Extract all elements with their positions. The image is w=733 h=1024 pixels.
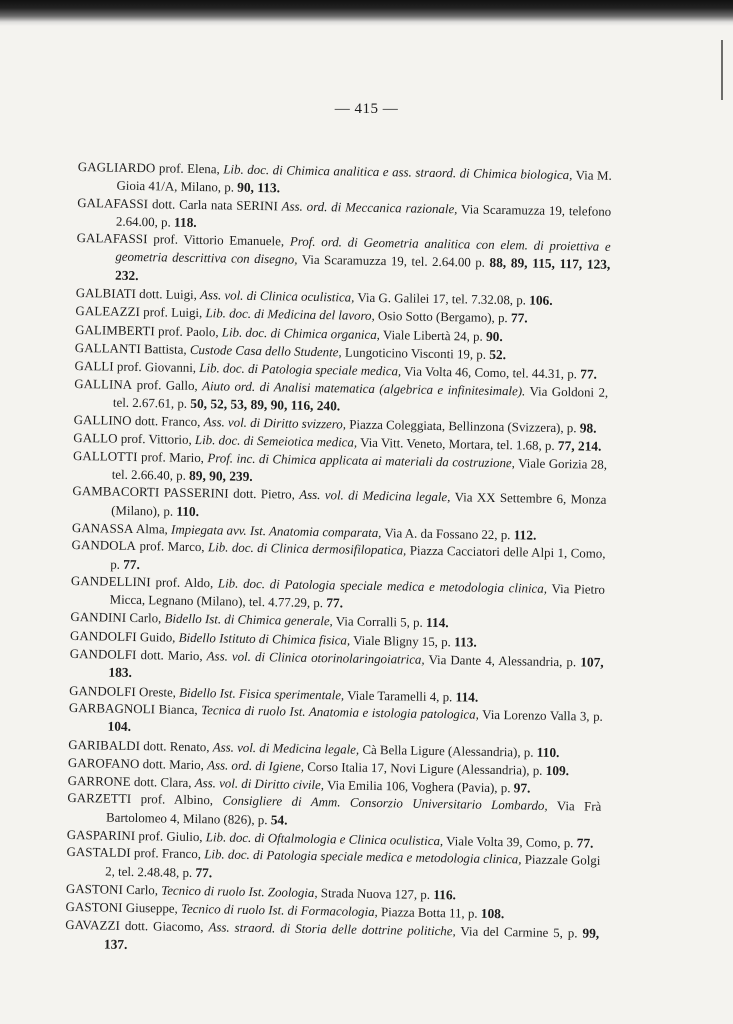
entry-given-name: prof. Aldo, xyxy=(155,575,214,591)
entry-role: Prof. inc. di Chimica applicata ai materiali da costruzione, xyxy=(207,450,516,471)
entry-role: Consigliere di Amm. Consorzio Universitario Lombardo, xyxy=(222,793,548,814)
entry-surname: GARBAGNOLI xyxy=(68,700,156,717)
entry-address: Lungoticino Visconti 19, p. xyxy=(344,345,487,362)
entry-role: Ass. ord. di Igiene, xyxy=(207,758,305,774)
entry-role: Bidello Istituto di Chimica fisica, xyxy=(178,630,351,648)
entry-given-name: prof. Gallo, xyxy=(136,377,198,393)
entry-surname: GASTONI xyxy=(65,881,124,897)
entry-surname: GANDINI xyxy=(70,610,127,626)
entry-address: Corso Italia 17, Novi Ligure (Alessandria), p. xyxy=(307,759,543,778)
entry-given-name: prof. Luigi, xyxy=(143,305,203,321)
entry-given-name: dott. Mario, xyxy=(140,648,203,664)
entry-given-name: prof. Franco, xyxy=(133,846,202,862)
entry-given-name: prof. Albino, xyxy=(140,792,214,808)
entry-pages: 113. xyxy=(453,634,477,650)
entry-address: Via Pietro Micca, Legnano (Milano), tel. 4.77.29, p. xyxy=(109,581,606,611)
entry-given-name: dott. Giacomo, xyxy=(124,919,204,935)
entry-role: Ass. vol. di Medicina legale, xyxy=(212,739,360,757)
entry-address: Via Corralli 5, p. xyxy=(335,614,423,631)
directory-entry xyxy=(65,916,600,961)
entry-surname: GALLINO xyxy=(73,413,132,429)
entry-role: Ass. vol. di Medicina legale, xyxy=(299,488,451,505)
entry-pages: 108. xyxy=(480,905,505,922)
entry-address: Osio Sotto (Bergamo), p. xyxy=(377,309,508,326)
entry-given-name: prof. Elena, xyxy=(158,161,220,177)
entry-address: Via Scaramuzza 19, telefono 2.64.00, p. xyxy=(115,201,612,230)
entry-role: Ass. straord. di Storia delle dottrine politiche, xyxy=(208,920,456,939)
entry-given-name: Guido, xyxy=(139,629,176,645)
entry-given-name: dott. Pietro, xyxy=(233,486,295,502)
entry-surname: GALAFASSI xyxy=(77,195,149,211)
entry-pages: 77. xyxy=(195,864,213,880)
entry-address: Viale Bligny 15, p. xyxy=(353,633,451,649)
entry-address: Piazzale Golgi 2, tel. 2.48.48, p. xyxy=(105,852,601,880)
entry-role: Lib. doc. di Patologia speciale medica e metodologia clinica, xyxy=(204,847,522,867)
entry-pages: 116. xyxy=(433,886,457,903)
entry-address: Via XX Settembre 6, Monza (Milano), p. xyxy=(111,490,607,519)
entry-role: Ass. vol. di Diritto civile, xyxy=(194,776,325,793)
entry-address: Viale Taramelli 4, p. xyxy=(347,688,453,704)
entry-surname: GALIMBERTI xyxy=(75,322,155,338)
entry-address: Piazza Botta 11, p. xyxy=(380,905,478,921)
entry-pages: 54. xyxy=(270,811,288,828)
entry-pages: 109. xyxy=(545,762,570,779)
entry-pages: 114. xyxy=(455,688,479,705)
entry-role: Lib. doc. di Medicina del lavoro, xyxy=(205,306,375,324)
entry-role: Lib. doc. di Patologia speciale medica, xyxy=(199,361,402,379)
entry-role: Bidello Ist. di Chimica generale, xyxy=(164,611,333,629)
entry-role: Lib. doc. di Chimica analitica e ass. straord. di Chimica biologica, xyxy=(223,162,573,183)
entry-surname: GARIBALDI xyxy=(68,737,141,753)
entry-address: Via A. da Fossano 22, p. xyxy=(384,526,511,543)
entry-address: Via Dante 4, Alessandria, p. xyxy=(428,652,577,670)
entry-role: Tecnico di ruolo Ist. di Formacologia, xyxy=(180,901,378,920)
entry-pages: 106. xyxy=(529,292,553,308)
entry-address: Piazza Coleggiata, Bellinzona (Svizzera), p. xyxy=(349,417,577,436)
entry-given-name: Giuseppe, xyxy=(125,901,178,916)
entry-role: Aiuto ord. di Analisi matematica (algebrica e infinitesimale). xyxy=(202,378,526,399)
entry-pages: 89, 90, 239. xyxy=(189,467,253,484)
entry-address: Via Lorenzo Valla 3, p. xyxy=(482,707,603,724)
entry-given-name: prof. Vittorio, xyxy=(120,432,192,448)
page-number: — 415 — xyxy=(334,101,399,117)
entry-surname: GANDOLFI xyxy=(69,628,137,644)
entry-pages: 97. xyxy=(513,780,531,796)
entry-given-name: Carlo, xyxy=(126,882,159,898)
entry-given-name: Oreste, xyxy=(138,684,177,700)
directory-list xyxy=(65,159,612,962)
entry-role: Lib. doc. di Semeiotica medica, xyxy=(194,433,358,451)
entry-pages: 88, 89, 115, 117, 123, 232. xyxy=(114,255,611,283)
entry-surname: GAVAZZI xyxy=(65,918,121,934)
entry-given-name: prof. Vittorio Emanuele, xyxy=(153,232,285,249)
entry-surname: GALLOTTI xyxy=(72,448,138,464)
entry-given-name: prof. Giovanni, xyxy=(116,359,197,376)
entry-role: Ass. ord. di Meccanica razionale, xyxy=(281,198,458,216)
entry-given-name: Bianca, xyxy=(158,702,198,717)
entry-given-name: Battista, xyxy=(143,342,187,357)
entry-pages: 77. xyxy=(510,310,528,326)
entry-address: Via Vitt. Veneto, Mortara, tel. 1.68, p. xyxy=(360,436,555,454)
entry-pages: 52. xyxy=(489,346,507,363)
entry-given-name: prof. Paolo, xyxy=(157,324,219,340)
entry-role: Lib. doc. di Clinica dermosifilopatica, xyxy=(207,540,407,558)
entry-pages: 77. xyxy=(326,595,344,611)
entry-address: Via Volta 46, Como, tel. 44.31, p. xyxy=(404,364,578,382)
entry-surname: GANDOLFI xyxy=(69,683,136,699)
entry-pages: 118. xyxy=(173,214,197,230)
entry-role: Lib. doc. di Chimica organica, xyxy=(221,325,381,342)
entry-address: Viale Gorizia 28, tel. 2.66.40, p. xyxy=(111,456,608,483)
entry-role: Impiegata avv. Ist. Anatomia comparata, xyxy=(170,522,382,541)
entry-pages: 110. xyxy=(536,744,560,760)
entry-surname: GASTALDI xyxy=(66,845,131,861)
entry-role: Tecnica di ruolo Ist. Anatomia e istologia patologica, xyxy=(201,703,480,722)
entry-surname: GANASSA xyxy=(71,520,134,536)
entry-surname: GAGLIARDO xyxy=(77,159,156,176)
entry-given-name: dott. Franco, xyxy=(134,414,201,430)
entry-pages: 99, 137. xyxy=(103,925,600,952)
entry-pages: 77. xyxy=(580,366,598,382)
entry-surname: GANDOLFI xyxy=(69,646,137,663)
entry-given-name: prof. Marco, xyxy=(139,539,205,555)
entry-surname: GANDOLA xyxy=(71,538,137,554)
entry-given-name: dott. Renato, xyxy=(143,738,210,754)
entry-address: Viale Libertà 24, p. xyxy=(382,327,483,344)
scan-edge-shadow xyxy=(0,0,733,26)
entry-given-name: dott. Luigi, xyxy=(139,287,198,303)
entry-pages: 90. xyxy=(485,328,503,344)
entry-surname: GANDELLINI xyxy=(70,573,151,590)
entry-given-name: Alma, xyxy=(135,521,168,537)
entry-surname: GALLO xyxy=(73,431,118,447)
entry-surname: GASPARINI xyxy=(66,827,136,844)
entry-pages: 110. xyxy=(176,503,200,519)
entry-pages: 50, 52, 53, 89, 90, 116, 240. xyxy=(190,395,341,414)
entry-role: Prof. ord. di Geometria analitica con elem. di proiettiva e geometria descrittiva con disegno, xyxy=(115,234,611,268)
entry-pages: 77. xyxy=(123,556,141,572)
entry-address: Viale Volta 39, Como, p. xyxy=(446,834,574,851)
entry-role: Lib. doc. di Patologia speciale medica e metodologia clinica, xyxy=(217,576,548,596)
entry-surname: GALEAZZI xyxy=(75,304,141,320)
entry-address: Via Emilia 106, Voghera (Pavia), p. xyxy=(326,778,511,796)
entry-role: Lib. doc. di Oftalmologia e Clinica oculistica, xyxy=(205,830,444,849)
entry-given-name: Carlo, xyxy=(129,611,162,626)
entry-pages: 114. xyxy=(425,615,449,631)
entry-address: Cà Bella Ligure (Alessandria), p. xyxy=(362,742,534,760)
entry-surname: GAROFANO xyxy=(67,755,140,771)
entry-pages: 112. xyxy=(513,527,537,543)
entry-surname: GALLANTI xyxy=(74,340,141,357)
entry-pages: 90, 113. xyxy=(237,179,281,196)
entry-address: Piazza Cacciatori delle Alpi 1, Como, p. xyxy=(110,543,606,572)
entry-address: Via Frà Bartolomeo 4, Milano (826), p. xyxy=(105,799,602,827)
entry-address: Strada Nuova 127, p. xyxy=(320,886,431,902)
entry-given-name: dott. Carla nata SERINI xyxy=(151,196,278,213)
entry-address: Via del Carmine 5, p. xyxy=(460,924,578,941)
entry-address: Via Scaramuzza 19, tel. 2.64.00 p. xyxy=(301,253,486,271)
entry-pages: 98. xyxy=(579,420,597,436)
entry-role: Bidello Ist. Fisica sperimentale, xyxy=(179,685,345,703)
entry-surname: GALBIATI xyxy=(75,286,137,302)
entry-surname: GALAFASSI xyxy=(76,231,148,247)
entry-role: Tecnico di ruolo Ist. Zoologia, xyxy=(161,883,318,900)
entry-given-name: prof. Mario, xyxy=(140,449,205,465)
entry-surname: GASTONI xyxy=(65,900,123,916)
entry-surname: GARZETTI xyxy=(67,791,132,807)
entry-role: Custode Casa dello Studente, xyxy=(189,342,342,360)
entry-surname: GALLINA xyxy=(74,376,133,392)
directory-entry xyxy=(76,230,611,293)
entry-surname: GAMBACORTI PASSERINI xyxy=(72,484,229,501)
entry-given-name: dott. Clara, xyxy=(133,775,192,791)
entry-pages: 77. xyxy=(576,835,594,851)
entry-role: Ass. vol. di Clinica otorinolaringoiatrica, xyxy=(206,649,425,667)
entry-address: Via M. Gioia 41/A, Milano, p. xyxy=(116,168,612,195)
entry-given-name: prof. Giulio, xyxy=(138,829,203,845)
entry-role: Ass. vol. di Diritto svizzero, xyxy=(203,415,347,432)
entry-pages: 104. xyxy=(107,718,132,735)
entry-surname: GARRONE xyxy=(67,774,131,790)
entry-pages: 77, 214. xyxy=(557,438,602,455)
entry-role: Ass. vol. di Clinica oculistica, xyxy=(200,288,355,305)
entry-address: Via Goldoni 2, tel. 2.67.61, p. xyxy=(112,384,609,411)
scan-mark xyxy=(721,40,723,100)
entry-surname: GALLI xyxy=(74,359,114,374)
entry-pages: 107, 183. xyxy=(108,654,604,681)
entry-address: Via G. Galilei 17, tel. 7.32.08, p. xyxy=(357,290,527,308)
entry-given-name: dott. Mario, xyxy=(142,756,205,772)
